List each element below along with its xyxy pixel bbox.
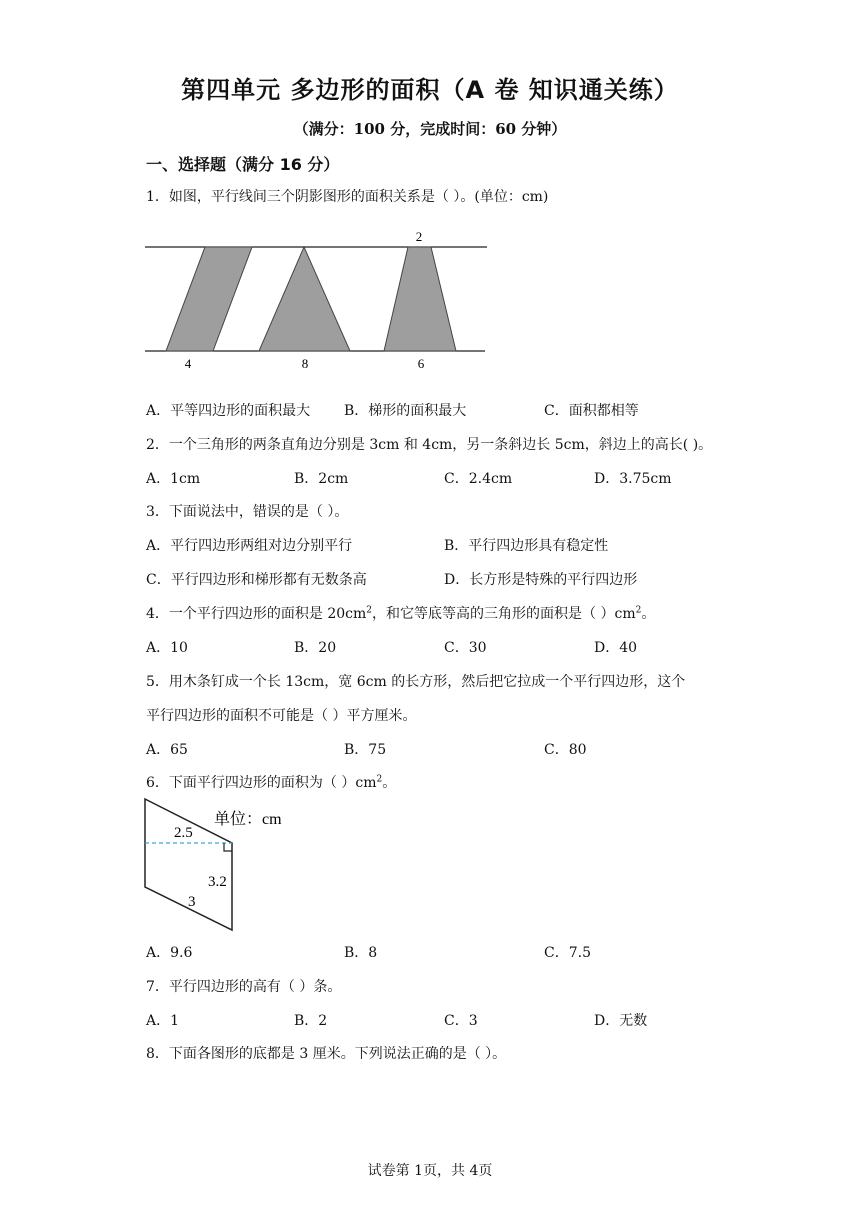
question-1-text: 1．如图，平行线间三个阴影图形的面积关系是（ ）。(单位：cm) <box>146 189 549 205</box>
question-1-figure <box>140 222 492 372</box>
q3-option-c[interactable]: C．平行四边形和梯形都有无数条高 <box>146 572 367 588</box>
triangle-shape <box>259 247 350 351</box>
q2-option-a[interactable]: A．1cm <box>146 471 201 487</box>
q3-option-d[interactable]: D．长方形是特殊的平行四边形 <box>444 572 638 588</box>
page-title: 第四单元 多边形的面积（A 卷 知识通关练） <box>181 76 679 104</box>
q4-option-a[interactable]: A．10 <box>146 640 188 656</box>
q1-option-a[interactable]: A．平等四边形的面积最大 <box>146 403 311 419</box>
q7-option-c[interactable]: C．3 <box>444 1013 478 1029</box>
label-2-5: 2.5 <box>174 825 193 841</box>
q4-option-d[interactable]: D．40 <box>594 640 638 656</box>
question-6-text: 6．下面平行四边形的面积为（ ）$cm^2$。 <box>146 774 397 791</box>
q1-option-b[interactable]: B．梯形的面积最大 <box>344 403 467 419</box>
q2-option-d[interactable]: D．3.75cm <box>594 471 672 487</box>
q4-option-b[interactable]: B．20 <box>294 640 337 656</box>
page-subtitle: （满分：100 分，完成时间：60 分钟） <box>293 120 567 138</box>
trapezoid-shape <box>384 247 456 351</box>
q6-option-b[interactable]: B．8 <box>344 945 378 961</box>
q7-option-d[interactable]: D．无数 <box>594 1013 648 1029</box>
q7-option-a[interactable]: A．1 <box>146 1013 180 1029</box>
question-7-text: 7．平行四边形的高有（ ）条。 <box>146 979 342 995</box>
label-3: 3 <box>188 894 196 910</box>
q5-option-b[interactable]: B．75 <box>344 742 387 758</box>
label-bottom-8: 8 <box>301 356 309 371</box>
label-bottom-4: 4 <box>184 356 192 371</box>
q3-option-a[interactable]: A．平行四边形两组对边分别平行 <box>146 538 353 554</box>
label-bottom-6: 6 <box>417 356 425 371</box>
q4-option-c[interactable]: C．30 <box>444 640 487 656</box>
unit-label: 单位：cm <box>214 811 282 828</box>
section-heading: 一、选择题（满分 16 分） <box>146 155 340 174</box>
label-3-2: 3.2 <box>208 874 227 890</box>
q5-option-c[interactable]: C．80 <box>544 742 587 758</box>
question-5-text-line1: 5．用木条钉成一个长 13cm，宽 6cm 的长方形，然后把它拉成一个平行四边形，这个 <box>146 674 686 690</box>
parallelogram-shape <box>166 247 252 351</box>
question-4-text: 4．一个平行四边形的面积是 $20cm^2$，和它等底等高的三角形的面积是（ ）$cm^2$。 <box>146 605 656 622</box>
q7-option-b[interactable]: B．2 <box>294 1013 328 1029</box>
q5-option-a[interactable]: A．65 <box>146 742 188 758</box>
page-footer: 试卷第 1页，共 4页 <box>367 1163 493 1179</box>
right-angle-mark <box>224 843 232 851</box>
q1-option-c[interactable]: C．面积都相等 <box>544 403 639 419</box>
q6-option-a[interactable]: A．9.6 <box>146 945 193 961</box>
question-5-text-line2: 平行四边形的面积不可能是（ ）平方厘米。 <box>146 708 417 724</box>
q2-option-b[interactable]: B．2cm <box>294 471 349 487</box>
question-6-figure <box>140 795 290 935</box>
question-2-text: 2．一个三角形的两条直角边分别是 3cm 和 4cm，另一条斜边长 5cm，斜边上的高长( )。 <box>146 437 713 453</box>
question-8-text: 8．下面各图形的底都是 3 厘米。下列说法正确的是（ ）。 <box>146 1046 507 1062</box>
q2-option-c[interactable]: C．2.4cm <box>444 471 513 487</box>
label-top-2: 2 <box>415 229 423 244</box>
q3-option-b[interactable]: B．平行四边形具有稳定性 <box>444 538 609 554</box>
question-3-text: 3．下面说法中，错误的是（ ）。 <box>146 504 349 520</box>
q6-option-c[interactable]: C．7.5 <box>544 945 591 961</box>
